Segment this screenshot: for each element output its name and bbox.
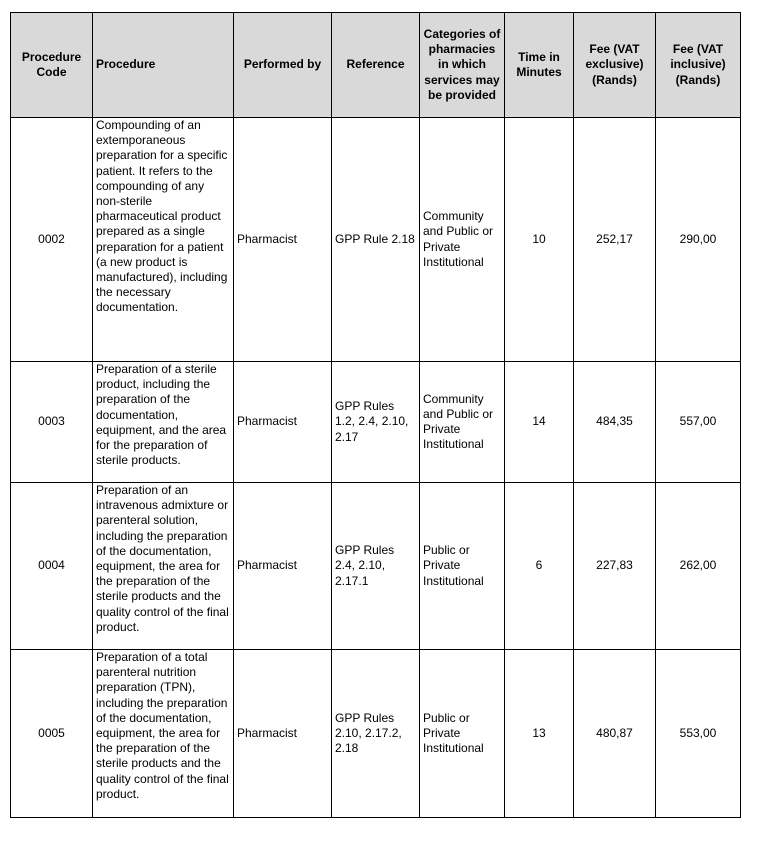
procedure-code-cell: 0003 xyxy=(11,362,93,483)
header-fee-vat-inclusive: Fee (VAT inclusive) (Rands) xyxy=(656,13,741,118)
fee-inclusive-cell: 557,00 xyxy=(656,362,741,483)
reference-cell: GPP Rules 1.2, 2.4, 2.10, 2.17 xyxy=(332,362,420,483)
header-procedure: Procedure xyxy=(93,13,234,118)
header-reference: Reference xyxy=(332,13,420,118)
categories-cell: Community and Public or Private Institutional xyxy=(420,362,505,483)
procedure-code-cell: 0005 xyxy=(11,650,93,818)
reference-cell: GPP Rule 2.18 xyxy=(332,118,420,362)
fee-inclusive-cell: 262,00 xyxy=(656,483,741,650)
fee-exclusive-cell: 484,35 xyxy=(574,362,656,483)
categories-cell: Public or Private Institutional xyxy=(420,650,505,818)
time-cell: 13 xyxy=(505,650,574,818)
time-cell: 10 xyxy=(505,118,574,362)
performed-by-cell: Pharmacist xyxy=(234,650,332,818)
categories-cell: Community and Public or Private Institutional xyxy=(420,118,505,362)
performed-by-cell: Pharmacist xyxy=(234,118,332,362)
procedure-description-cell: Preparation of a total parenteral nutrition preparation (TPN), including the preparation of the documentation, equipment, the area for the preparation of the sterile products and the quality control of the final product. xyxy=(93,650,234,818)
table-header-row xyxy=(11,13,741,118)
header-procedure-code: Procedure Code xyxy=(11,13,93,118)
time-cell: 14 xyxy=(505,362,574,483)
fee-exclusive-cell: 480,87 xyxy=(574,650,656,818)
procedure-description-cell: Preparation of a sterile product, including the preparation of the documentation, equipment, and the area for the preparation of sterile products. xyxy=(93,362,234,483)
procedure-description-cell: Preparation of an intravenous admixture or parenteral solution, including the preparation of the documentation, equipment, the area for the preparation of the sterile products and the quality control of the final product. xyxy=(93,483,234,650)
header-time: Time in Minutes xyxy=(505,13,574,118)
table-row xyxy=(11,362,741,483)
header-fee-vat-exclusive: Fee (VAT exclusive) (Rands) xyxy=(574,13,656,118)
reference-cell: GPP Rules 2.4, 2.10, 2.17.1 xyxy=(332,483,420,650)
fee-exclusive-cell: 252,17 xyxy=(574,118,656,362)
table-row xyxy=(11,483,741,650)
table-row xyxy=(11,118,741,362)
table-row xyxy=(11,650,741,818)
procedure-code-cell: 0002 xyxy=(11,118,93,362)
fee-inclusive-cell: 553,00 xyxy=(656,650,741,818)
fee-inclusive-cell: 290,00 xyxy=(656,118,741,362)
procedure-description-cell: Compounding of an extemporaneous preparation for a specific patient. It refers to the compounding of any non-sterile pharmaceutical product prepared as a single preparation for a patient (a new product is manufactured), including the necessary documentation. xyxy=(93,118,234,362)
categories-cell: Public or Private Institutional xyxy=(420,483,505,650)
performed-by-cell: Pharmacist xyxy=(234,362,332,483)
fee-exclusive-cell: 227,83 xyxy=(574,483,656,650)
procedure-fee-table xyxy=(10,12,741,818)
performed-by-cell: Pharmacist xyxy=(234,483,332,650)
header-categories: Categories of pharmacies in which services may be provided xyxy=(420,13,505,118)
reference-cell: GPP Rules 2.10, 2.17.2, 2.18 xyxy=(332,650,420,818)
time-cell: 6 xyxy=(505,483,574,650)
header-performed-by: Performed by xyxy=(234,13,332,118)
procedure-code-cell: 0004 xyxy=(11,483,93,650)
